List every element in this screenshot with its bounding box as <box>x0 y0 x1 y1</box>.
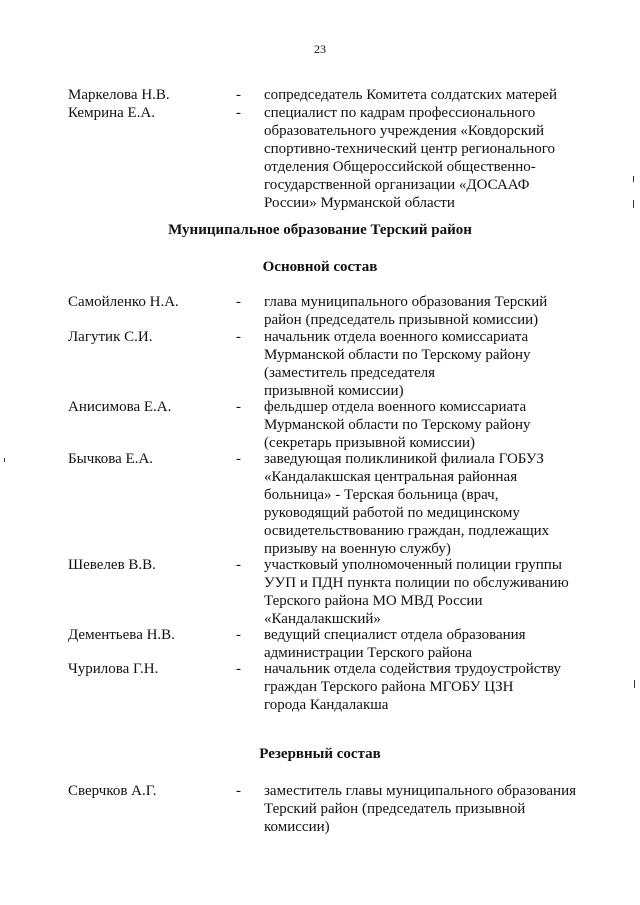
role-line: призыву на военную службу) <box>264 541 451 557</box>
role-line: «Кандалакшская центральная районная <box>264 469 518 485</box>
dash: - <box>236 329 241 345</box>
role-line: больница» - Терская больница (врач, <box>264 487 499 503</box>
role-line: УУП и ПДН пункта полиции по обслуживанию <box>264 575 569 591</box>
dash: - <box>236 105 241 121</box>
dash: - <box>236 661 241 677</box>
member-role <box>264 450 594 558</box>
role-line: отделения Общероссийской общественно- <box>264 159 536 175</box>
member-role <box>264 398 594 452</box>
scan-mark <box>633 200 634 208</box>
role-line: города Кандалакша <box>264 697 389 713</box>
member-name: Бычкова Е.А. <box>68 451 154 467</box>
member-role <box>264 328 594 400</box>
role-line: призывной комиссии) <box>264 383 404 399</box>
member-name: Самойленко Н.А. <box>68 294 179 310</box>
scan-mark <box>633 176 634 182</box>
role-line: (секретарь призывной комиссии) <box>264 435 475 451</box>
role-line: Терский район (председатель призывной <box>264 801 526 817</box>
role-line: начальник отдела военного комиссариата <box>264 329 529 345</box>
role-line: комиссии) <box>264 819 330 835</box>
member-role <box>264 626 594 662</box>
role-line: Терского района МО МВД России <box>264 593 483 609</box>
role-line: освидетельствованию граждан, подлежащих <box>264 523 550 539</box>
role-line: заведующая поликлиникой филиала ГОБУЗ <box>264 451 544 467</box>
dash: - <box>236 451 241 467</box>
dash: - <box>236 294 241 310</box>
role-line: граждан Терского района МГОБУ ЦЗН <box>264 679 514 695</box>
role-line: (заместитель председателя <box>264 365 436 381</box>
role-line: начальник отдела содействия трудоустройству <box>264 661 562 677</box>
scan-mark <box>634 680 635 688</box>
role-line: участковый уполномоченный полиции группы <box>264 557 562 573</box>
member-role <box>264 782 594 836</box>
member-name: Сверчков А.Г. <box>68 783 157 799</box>
member-role <box>264 660 594 714</box>
member-name: Чурилова Г.Н. <box>68 661 159 677</box>
member-name: Лагутик С.И. <box>68 329 153 345</box>
role-line: фельдшер отдела военного комиссариата <box>264 399 527 415</box>
role-line: администрации Терского района <box>264 645 473 661</box>
dash: - <box>236 557 241 573</box>
member-role <box>264 104 594 212</box>
member-name: Дементьева Н.В. <box>68 627 175 643</box>
member-name: Шевелев В.В. <box>68 557 156 573</box>
member-role <box>264 86 594 104</box>
role-line: России» Мурманской области <box>264 195 455 211</box>
dash: - <box>236 399 241 415</box>
role-line: ведущий специалист отдела образования <box>264 627 526 643</box>
scan-mark <box>4 458 5 462</box>
role-line: спортивно-технический центр регионального <box>264 141 556 157</box>
reserve-composition-title: Резервный состав <box>259 746 381 762</box>
main-composition-title: Основной состав <box>262 259 378 275</box>
member-role <box>264 293 594 329</box>
role-line: сопредседатель Комитета солдатских матерей <box>264 87 557 103</box>
role-line: специалист по кадрам профессионального <box>264 105 536 121</box>
member-name: Маркелова Н.В. <box>68 87 170 103</box>
role-line: глава муниципального образования Терский <box>264 294 548 310</box>
dash: - <box>236 627 241 643</box>
dash: - <box>236 783 241 799</box>
page-number: 23 <box>314 42 326 56</box>
role-line: образовательного учреждения «Ковдорский <box>264 123 545 139</box>
member-name: Кемрина Е.А. <box>68 105 156 121</box>
role-line: заместитель главы муниципального образования <box>264 783 577 799</box>
role-line: Мурманской области по Терскому району <box>264 347 531 363</box>
member-name: Анисимова Е.А. <box>68 399 172 415</box>
member-role <box>264 556 594 628</box>
role-line: район (председатель призывной комиссии) <box>264 312 539 328</box>
role-line: государственной организации «ДОСААФ <box>264 177 530 193</box>
dash: - <box>236 87 241 103</box>
role-line: «Кандалакшский» <box>264 611 381 627</box>
role-line: руководящий работой по медицинскому <box>264 505 520 521</box>
district-title: Муниципальное образование Терский район <box>168 222 472 238</box>
role-line: Мурманской области по Терскому району <box>264 417 531 433</box>
